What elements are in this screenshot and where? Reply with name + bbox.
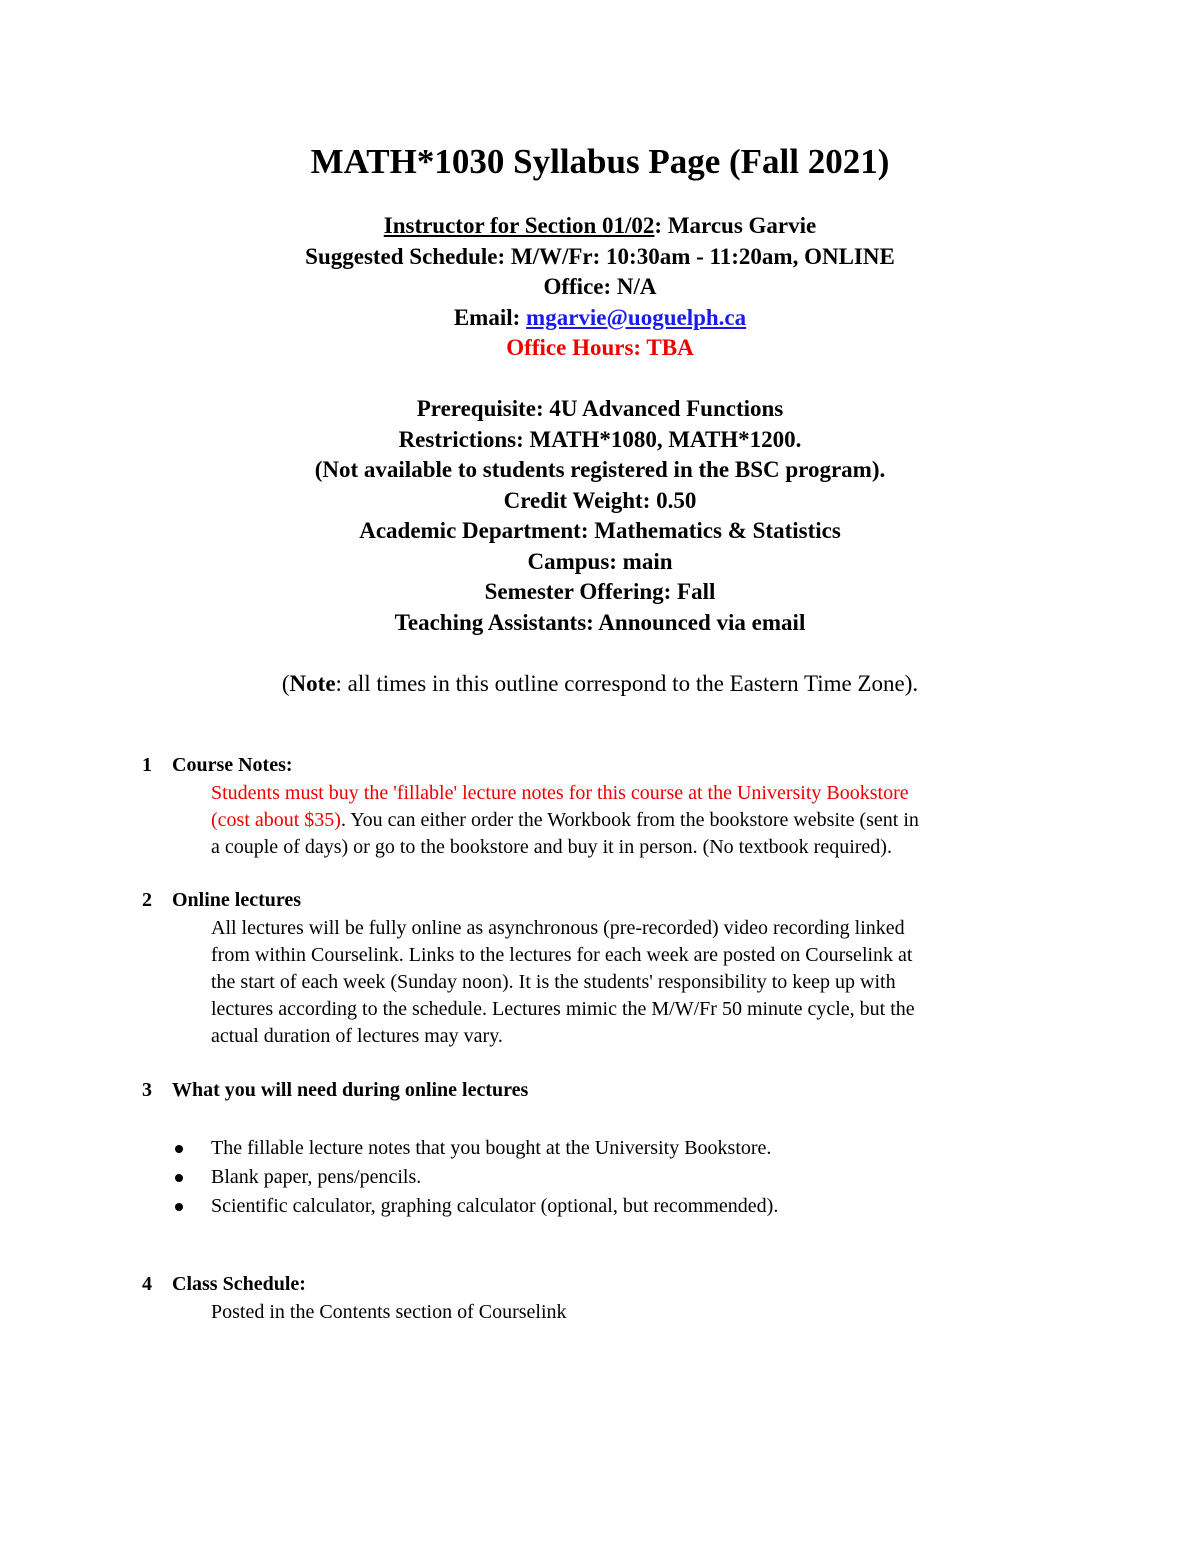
bullet-icon (175, 1174, 183, 1182)
note-text: : all times in this outline correspond to the Eastern Time Zone). (335, 671, 919, 696)
prerequisite-line: Prerequisite: 4U Advanced Functions (416, 396, 784, 421)
page-title: MATH*1030 Syllabus Page (Fall 2021) (310, 142, 890, 181)
section-2-line-3: the start of each week (Sunday noon). It is the students' responsibility to keep up with (211, 971, 896, 993)
section-2-line-5: actual duration of lectures may vary. (211, 1025, 503, 1047)
section-2-line-2: from within Courselink. Links to the lectures for each week are posted on Courselink at (211, 944, 913, 966)
instructor-label: Instructor for Section 01/02 (383, 213, 655, 238)
section-1-line-2 (211, 807, 1071, 834)
section-1-line-1: Students must buy the 'fillable' lecture notes for this course at the University Bookstore (211, 782, 909, 804)
instructor-separator: : (654, 213, 663, 238)
section-3-bullet-list (172, 1134, 778, 1221)
section-4-number: 4 (142, 1273, 152, 1295)
spacer (0, 364, 1200, 395)
bullet-icon (175, 1203, 183, 1211)
section-3-heading (142, 1077, 528, 1104)
section-1-line-2-rest: . You can either order the Workbook from the bookstore website (sent in (340, 809, 919, 831)
section-1-heading (142, 752, 293, 779)
section-2-heading (142, 887, 301, 914)
section-2-line-4: lectures according to the schedule. Lectures mimic the M/W/Fr 50 minute cycle, but the (211, 998, 915, 1020)
section-1-cost: (cost about $35) (211, 809, 341, 831)
section-1-body (211, 780, 1071, 861)
email-link[interactable]: mgarvie@uoguelph.ca (526, 304, 747, 330)
not-available-line: (Not available to students registered in the BSC program). (314, 457, 886, 482)
instructor-line (0, 211, 1200, 242)
section-2-line-1: All lectures will be fully online as asynchronous (pre-recorded) video recording linked (211, 917, 905, 939)
department-line: Academic Department: Mathematics & Statistics (359, 518, 841, 543)
section-1-number: 1 (142, 754, 152, 776)
office-line: Office: N/A (543, 274, 657, 299)
bullet-icon (175, 1145, 183, 1153)
time-zone-note (0, 669, 1200, 699)
course-info-block (0, 211, 1200, 638)
teaching-assistants-line: Teaching Assistants: Announced via email (394, 609, 806, 635)
section-2-title: Online lectures (172, 889, 302, 911)
bullet-text: Blank paper, pens/pencils. (211, 1166, 422, 1188)
list-item (172, 1163, 778, 1192)
bullet-text: Scientific calculator, graphing calculator (optional, but recommended). (211, 1195, 779, 1217)
instructor-name: Marcus Garvie (662, 213, 817, 238)
section-2-body (211, 915, 1071, 1050)
section-4-line-1: Posted in the Contents section of Courselink (211, 1301, 567, 1323)
section-4-title: Class Schedule: (172, 1273, 306, 1295)
section-3-title: What you will need during online lectures (172, 1079, 529, 1101)
office-hours-line: Office Hours: TBA (506, 335, 694, 360)
section-4-body (211, 1299, 1071, 1326)
credit-weight-line: Credit Weight: 0.50 (503, 487, 697, 513)
restrictions-line: Restrictions: MATH*1080, MATH*1200. (398, 426, 802, 452)
note-open-paren: ( (281, 671, 290, 696)
bullet-text: The fillable lecture notes that you bought at the University Bookstore. (211, 1137, 772, 1159)
section-1-line-3: a couple of days) or go to the bookstore and buy it in person. (No textbook required). (211, 836, 892, 858)
schedule-line: Suggested Schedule: M/W/Fr: 10:30am - 11:20am, ONLINE (305, 243, 895, 269)
list-item (172, 1192, 778, 1221)
email-line (0, 303, 1200, 334)
section-2-number: 2 (142, 889, 152, 911)
section-4-heading (142, 1271, 306, 1298)
campus-line: Campus: main (527, 548, 673, 574)
section-3-number: 3 (142, 1079, 152, 1101)
section-1-title: Course Notes: (172, 754, 293, 776)
list-item (172, 1134, 778, 1163)
email-label: Email: (453, 304, 527, 330)
semester-line: Semester Offering: Fall (484, 579, 716, 604)
note-label: Note (289, 671, 336, 696)
